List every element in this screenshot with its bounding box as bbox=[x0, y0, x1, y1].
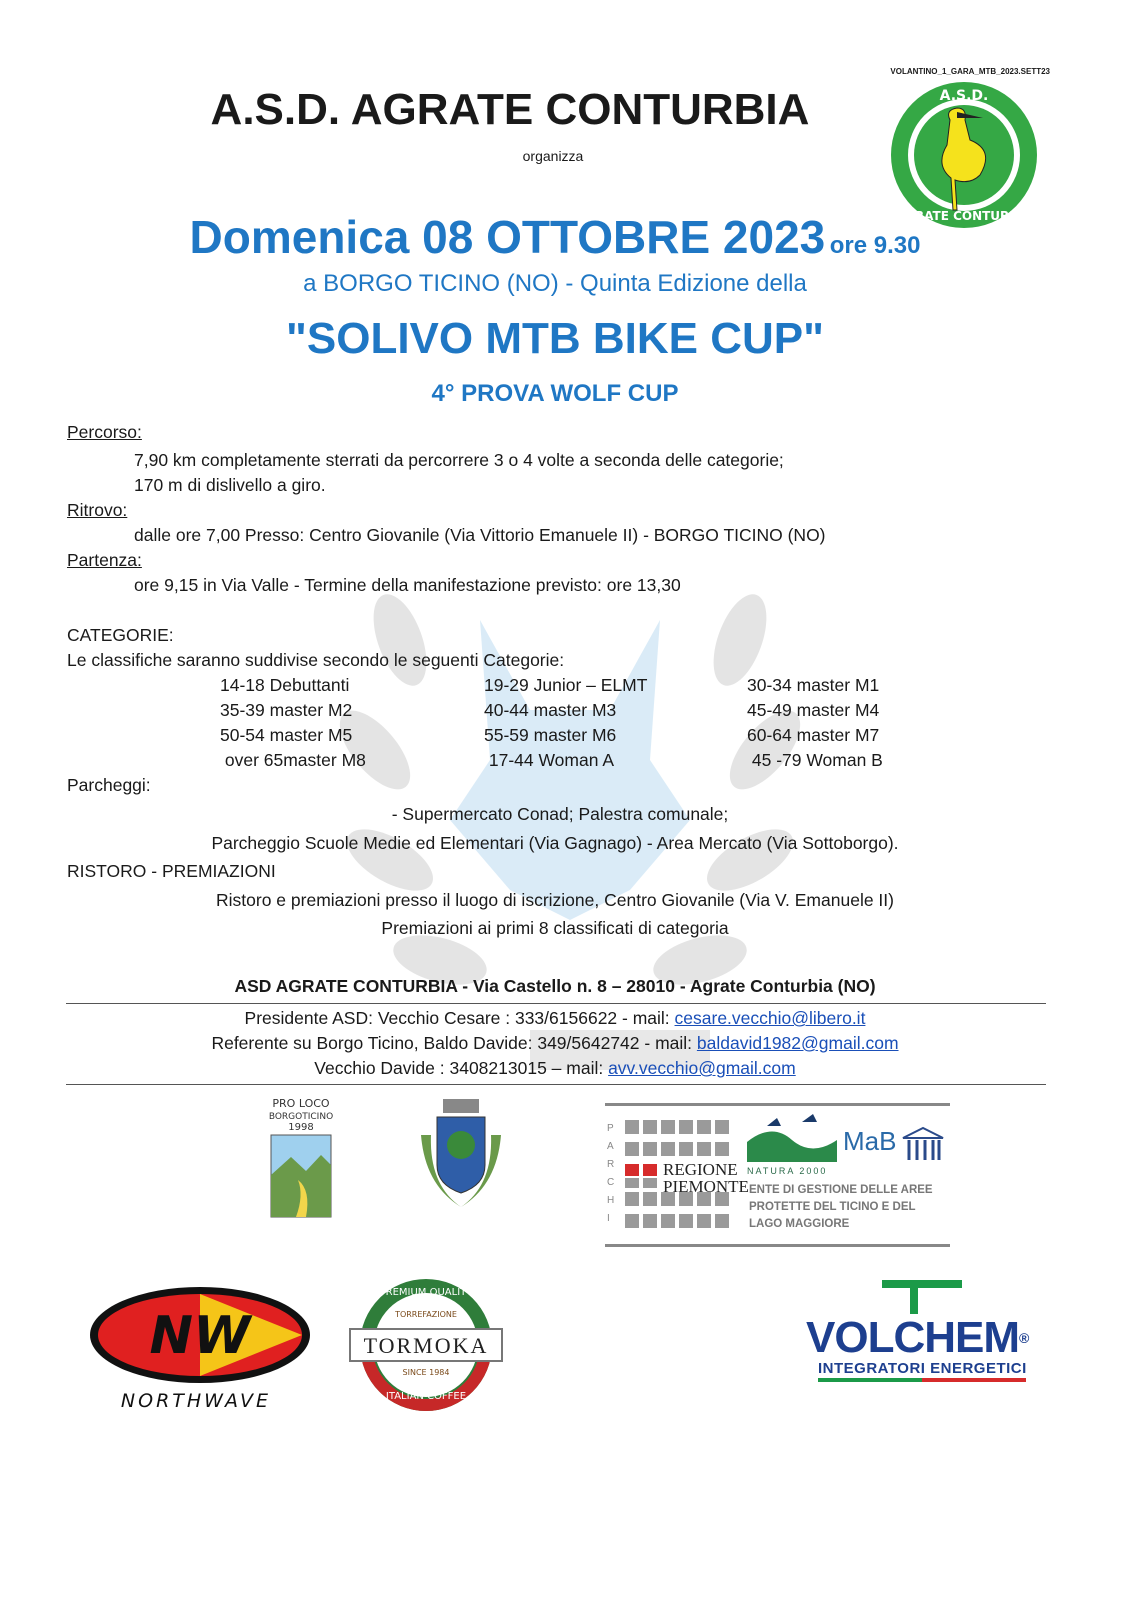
svg-text:A.S.D.: A.S.D. bbox=[939, 88, 989, 104]
club-address: ASD AGRATE CONTURBIA - Via Castello n. 8 – 28010 - Agrate Conturbia (NO) bbox=[234, 976, 876, 996]
contact-referente bbox=[100, 1031, 1010, 1056]
categorie-intro: Le classifiche saranno suddivise secondo le seguenti Categorie: bbox=[67, 650, 565, 670]
contact-referente-text: Referente su Borgo Ticino, Baldo Davide: 349/5642742 - mail: bbox=[211, 1033, 697, 1053]
category-2-0: 50-54 master M5 bbox=[220, 725, 353, 745]
event-date-main: Domenica 08 OTTOBRE 2023 bbox=[189, 211, 826, 263]
contact-vecchio bbox=[100, 1056, 1010, 1081]
regione-line-2: PIEMONTE bbox=[663, 1177, 749, 1196]
partenza-label: Partenza: bbox=[67, 550, 142, 570]
contact-vecchio-email-link[interactable]: avv.vecchio@gmail.com bbox=[608, 1058, 796, 1078]
category-1-0: 35-39 master M2 bbox=[220, 700, 353, 720]
ente-line-2: PROTETTE DEL TICINO E DEL bbox=[749, 1201, 916, 1213]
categorie-label: CATEGORIE: bbox=[67, 625, 174, 645]
category-0-1: 19-29 Junior – ELMT bbox=[484, 675, 648, 695]
parcheggi-label: Parcheggi: bbox=[67, 775, 151, 795]
category-3-0: over 65master M8 bbox=[220, 750, 366, 770]
natura-2000-label: NATURA 2000 bbox=[747, 1166, 828, 1176]
svg-text:AGRATE CONTURBIA: AGRATE CONTURBIA bbox=[895, 209, 1033, 223]
divider-top bbox=[66, 1003, 1046, 1004]
volchem-cross-icon bbox=[882, 1278, 962, 1316]
natura-2000-icon bbox=[747, 1112, 837, 1167]
tormoka-logo-icon bbox=[346, 1275, 506, 1415]
northwave-logo-icon bbox=[88, 1285, 314, 1415]
category-1-1: 40-44 master M3 bbox=[484, 700, 617, 720]
contact-president-text: Presidente ASD: Vecchio Cesare : 333/6156622 - mail: bbox=[244, 1008, 675, 1028]
ritrovo-line-1: dalle ore 7,00 Presso: Centro Giovanile (Via Vittorio Emanuele II) - BORGO TICINO (NO) bbox=[134, 525, 826, 545]
svg-text:SINCE 1984: SINCE 1984 bbox=[402, 1368, 450, 1377]
contact-president-email-link[interactable]: cesare.vecchio@libero.it bbox=[674, 1008, 866, 1028]
partenza-line-1: ore 9,15 in Via Valle - Termine della manifestazione previsto: ore 13,30 bbox=[134, 575, 681, 595]
proloco-logo bbox=[266, 1095, 336, 1220]
unesco-icon bbox=[901, 1126, 945, 1164]
category-0-0: 14-18 Debuttanti bbox=[220, 675, 350, 695]
ente-line-1: ENTE DI GESTIONE DELLE AREE bbox=[749, 1184, 933, 1196]
contact-president bbox=[100, 1006, 1010, 1031]
svg-text:TORMOKA: TORMOKA bbox=[363, 1333, 489, 1358]
comune-crest-icon bbox=[415, 1095, 507, 1215]
ente-line-3: LAGO MAGGIORE bbox=[749, 1218, 850, 1230]
event-time: ore 9.30 bbox=[829, 232, 921, 259]
parcheggi-line-2: Parcheggio Scuole Medie ed Elementari (Via Gagnago) - Area Mercato (Via Sottoborgo). bbox=[211, 833, 899, 853]
svg-text:ITALIAN COFFEE: ITALIAN COFFEE bbox=[385, 1391, 467, 1402]
percorso-label: Percorso: bbox=[67, 422, 142, 442]
percorso-line-2: 170 m di dislivello a giro. bbox=[134, 475, 326, 495]
parcheggi-line-1: - Supermercato Conad; Palestra comunale; bbox=[391, 804, 729, 824]
contact-referente-email-link[interactable]: baldavid1982@gmail.com bbox=[696, 1033, 899, 1053]
volchem-name-text: VOLCHEM bbox=[806, 1313, 1019, 1362]
event-subtitle: a BORGO TICINO (NO) - Quinta Edizione della bbox=[303, 270, 807, 297]
volchem-logo bbox=[806, 1278, 1040, 1388]
ristoro-line-1: Ristoro e premiazioni presso il luogo di iscrizione, Centro Giovanile (Via V. Emanuele II) bbox=[216, 890, 894, 910]
parchi-label: PARCHI bbox=[607, 1123, 625, 1224]
parchi-piemonte-logo bbox=[605, 1103, 950, 1247]
percorso-line-1: 7,90 km completamente sterrati da percorrere 3 o 4 volte a seconda delle categorie; bbox=[134, 450, 784, 470]
contact-vecchio-text: Vecchio Davide : 3408213015 – mail: bbox=[314, 1058, 609, 1078]
document-code: VOLANTINO_1_GARA_MTB_2023.SETT23 bbox=[890, 67, 1050, 76]
svg-text:NORTHWAVE: NORTHWAVE bbox=[120, 1390, 272, 1412]
ristoro-line-2: Premiazioni ai primi 8 classificati di categoria bbox=[381, 918, 729, 938]
organizza-label: organizza bbox=[522, 148, 584, 164]
ristoro-label: RISTORO - PREMIAZIONI bbox=[67, 861, 276, 881]
category-2-2: 60-64 master M7 bbox=[747, 725, 880, 745]
mab-label: MaB bbox=[843, 1126, 897, 1156]
organizer-title: A.S.D. AGRATE CONTURBIA bbox=[210, 85, 810, 134]
category-1-2: 45-49 master M4 bbox=[747, 700, 880, 720]
category-2-1: 55-59 master M6 bbox=[484, 725, 617, 745]
volchem-name bbox=[806, 1314, 1028, 1362]
event-name: "SOLIVO MTB BIKE CUP" bbox=[286, 314, 824, 363]
svg-text:1998: 1998 bbox=[288, 1122, 314, 1133]
volchem-subtitle: INTEGRATORI ENERGETICI bbox=[818, 1360, 1027, 1377]
divider-bottom bbox=[66, 1084, 1046, 1085]
ritrovo-label: Ritrovo: bbox=[67, 500, 128, 520]
regione-line-1: REGIONE bbox=[663, 1160, 738, 1179]
volchem-registered: ® bbox=[1019, 1330, 1029, 1346]
svg-text:TORREFAZIONE: TORREFAZIONE bbox=[395, 1310, 457, 1319]
category-0-2: 30-34 master M1 bbox=[747, 675, 880, 695]
svg-text:PRO LOCO: PRO LOCO bbox=[272, 1097, 330, 1110]
volchem-underline bbox=[818, 1378, 1026, 1382]
svg-text:PREMIUM QUALITY: PREMIUM QUALITY bbox=[379, 1287, 473, 1298]
category-3-2: 45 -79 Woman B bbox=[747, 750, 883, 770]
proloco-emblem-icon bbox=[266, 1095, 336, 1220]
svg-text:BORGOTICINO: BORGOTICINO bbox=[268, 1112, 334, 1122]
category-3-1: 17-44 Woman A bbox=[484, 750, 615, 770]
event-round: 4° PROVA WOLF CUP bbox=[431, 380, 679, 407]
svg-text:NW: NW bbox=[149, 1306, 251, 1366]
